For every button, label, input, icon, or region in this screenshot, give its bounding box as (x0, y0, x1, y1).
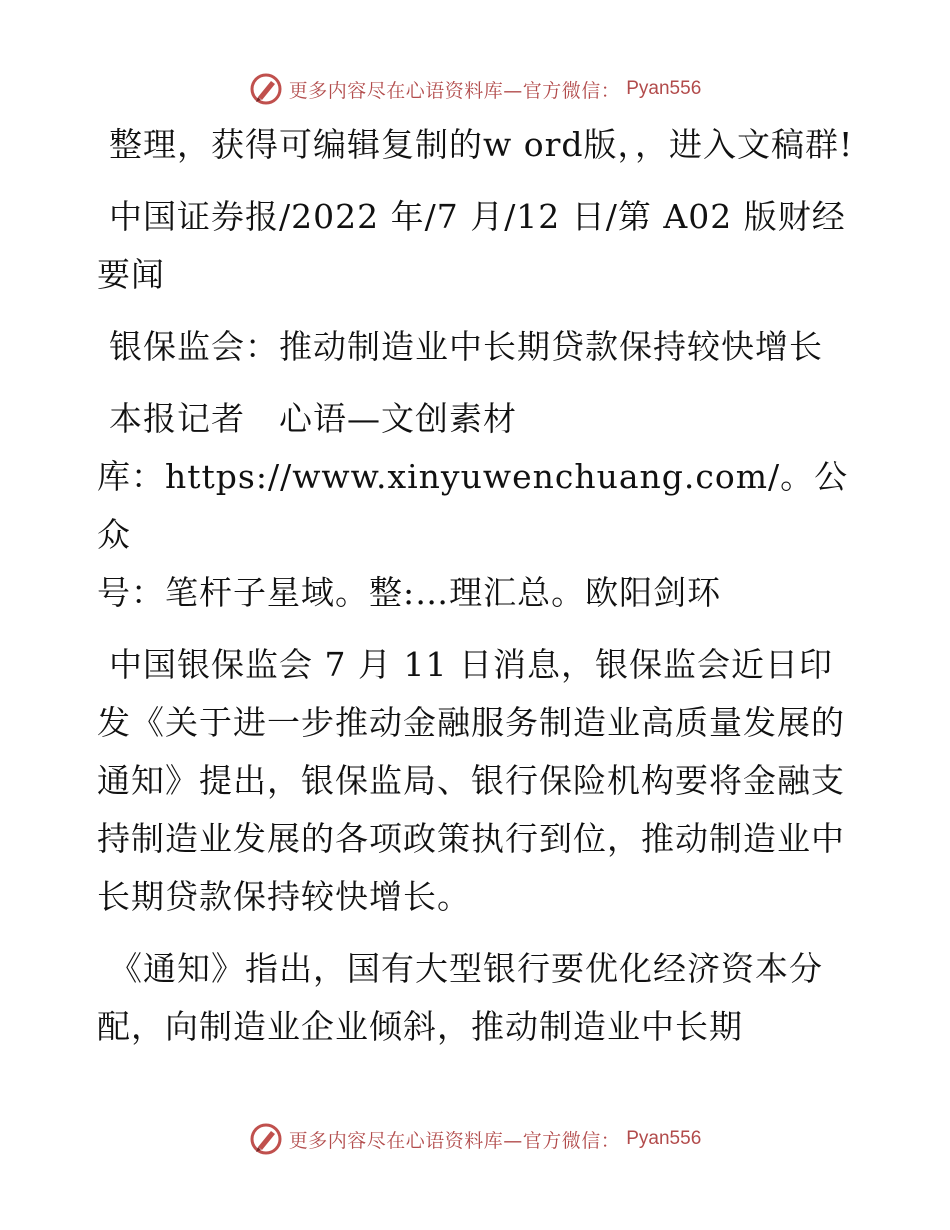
byline-block (97, 390, 857, 622)
body-paragraph: 《通知》指出，国有大型银行要优化经济资本分配，向制造业企业倾斜，推动制造业中长期 (97, 949, 823, 1046)
document-body (97, 116, 857, 1070)
intro-paragraph: 整理，获得可编辑复制的w ord版，，进入文稿群! (109, 125, 854, 164)
banner-text: 更多内容尽在心语资料库—官方微信： (288, 1129, 621, 1152)
pen-logo-icon (249, 72, 283, 106)
byline-url-line: 库：https://www.xinyuwenchuang.com/。公众 (97, 457, 849, 554)
banner-text: 更多内容尽在心语资料库—官方微信： (288, 79, 621, 102)
header-banner (0, 72, 950, 106)
footer-banner (0, 1122, 950, 1156)
source-line: 中国证券报/2022 年/7 月/12 日/第 A02 版财经要闻 (97, 197, 846, 294)
byline-author-line: 号：笔杆子星域。整:…理汇总。欧阳剑环 (97, 573, 722, 612)
article-headline: 银保监会：推动制造业中长期贷款保持较快增长 (109, 327, 823, 366)
banner-wechat-id: Pyan556 (626, 1128, 702, 1149)
body-paragraph: 中国银保监会 7 月 11 日消息，银保监会近日印发《关于进一步推动金融服务制造业高质量发展的通知》提出，银保监局、银行保险机构要将金融支持制造业发展的各项政策执行到位，推动制造业中长期贷款保持较快增长。 (97, 645, 845, 916)
banner-wechat-id: Pyan556 (626, 78, 702, 99)
byline: 本报记者 心语—文创素材 (109, 399, 517, 438)
pen-logo-icon (249, 1122, 283, 1156)
